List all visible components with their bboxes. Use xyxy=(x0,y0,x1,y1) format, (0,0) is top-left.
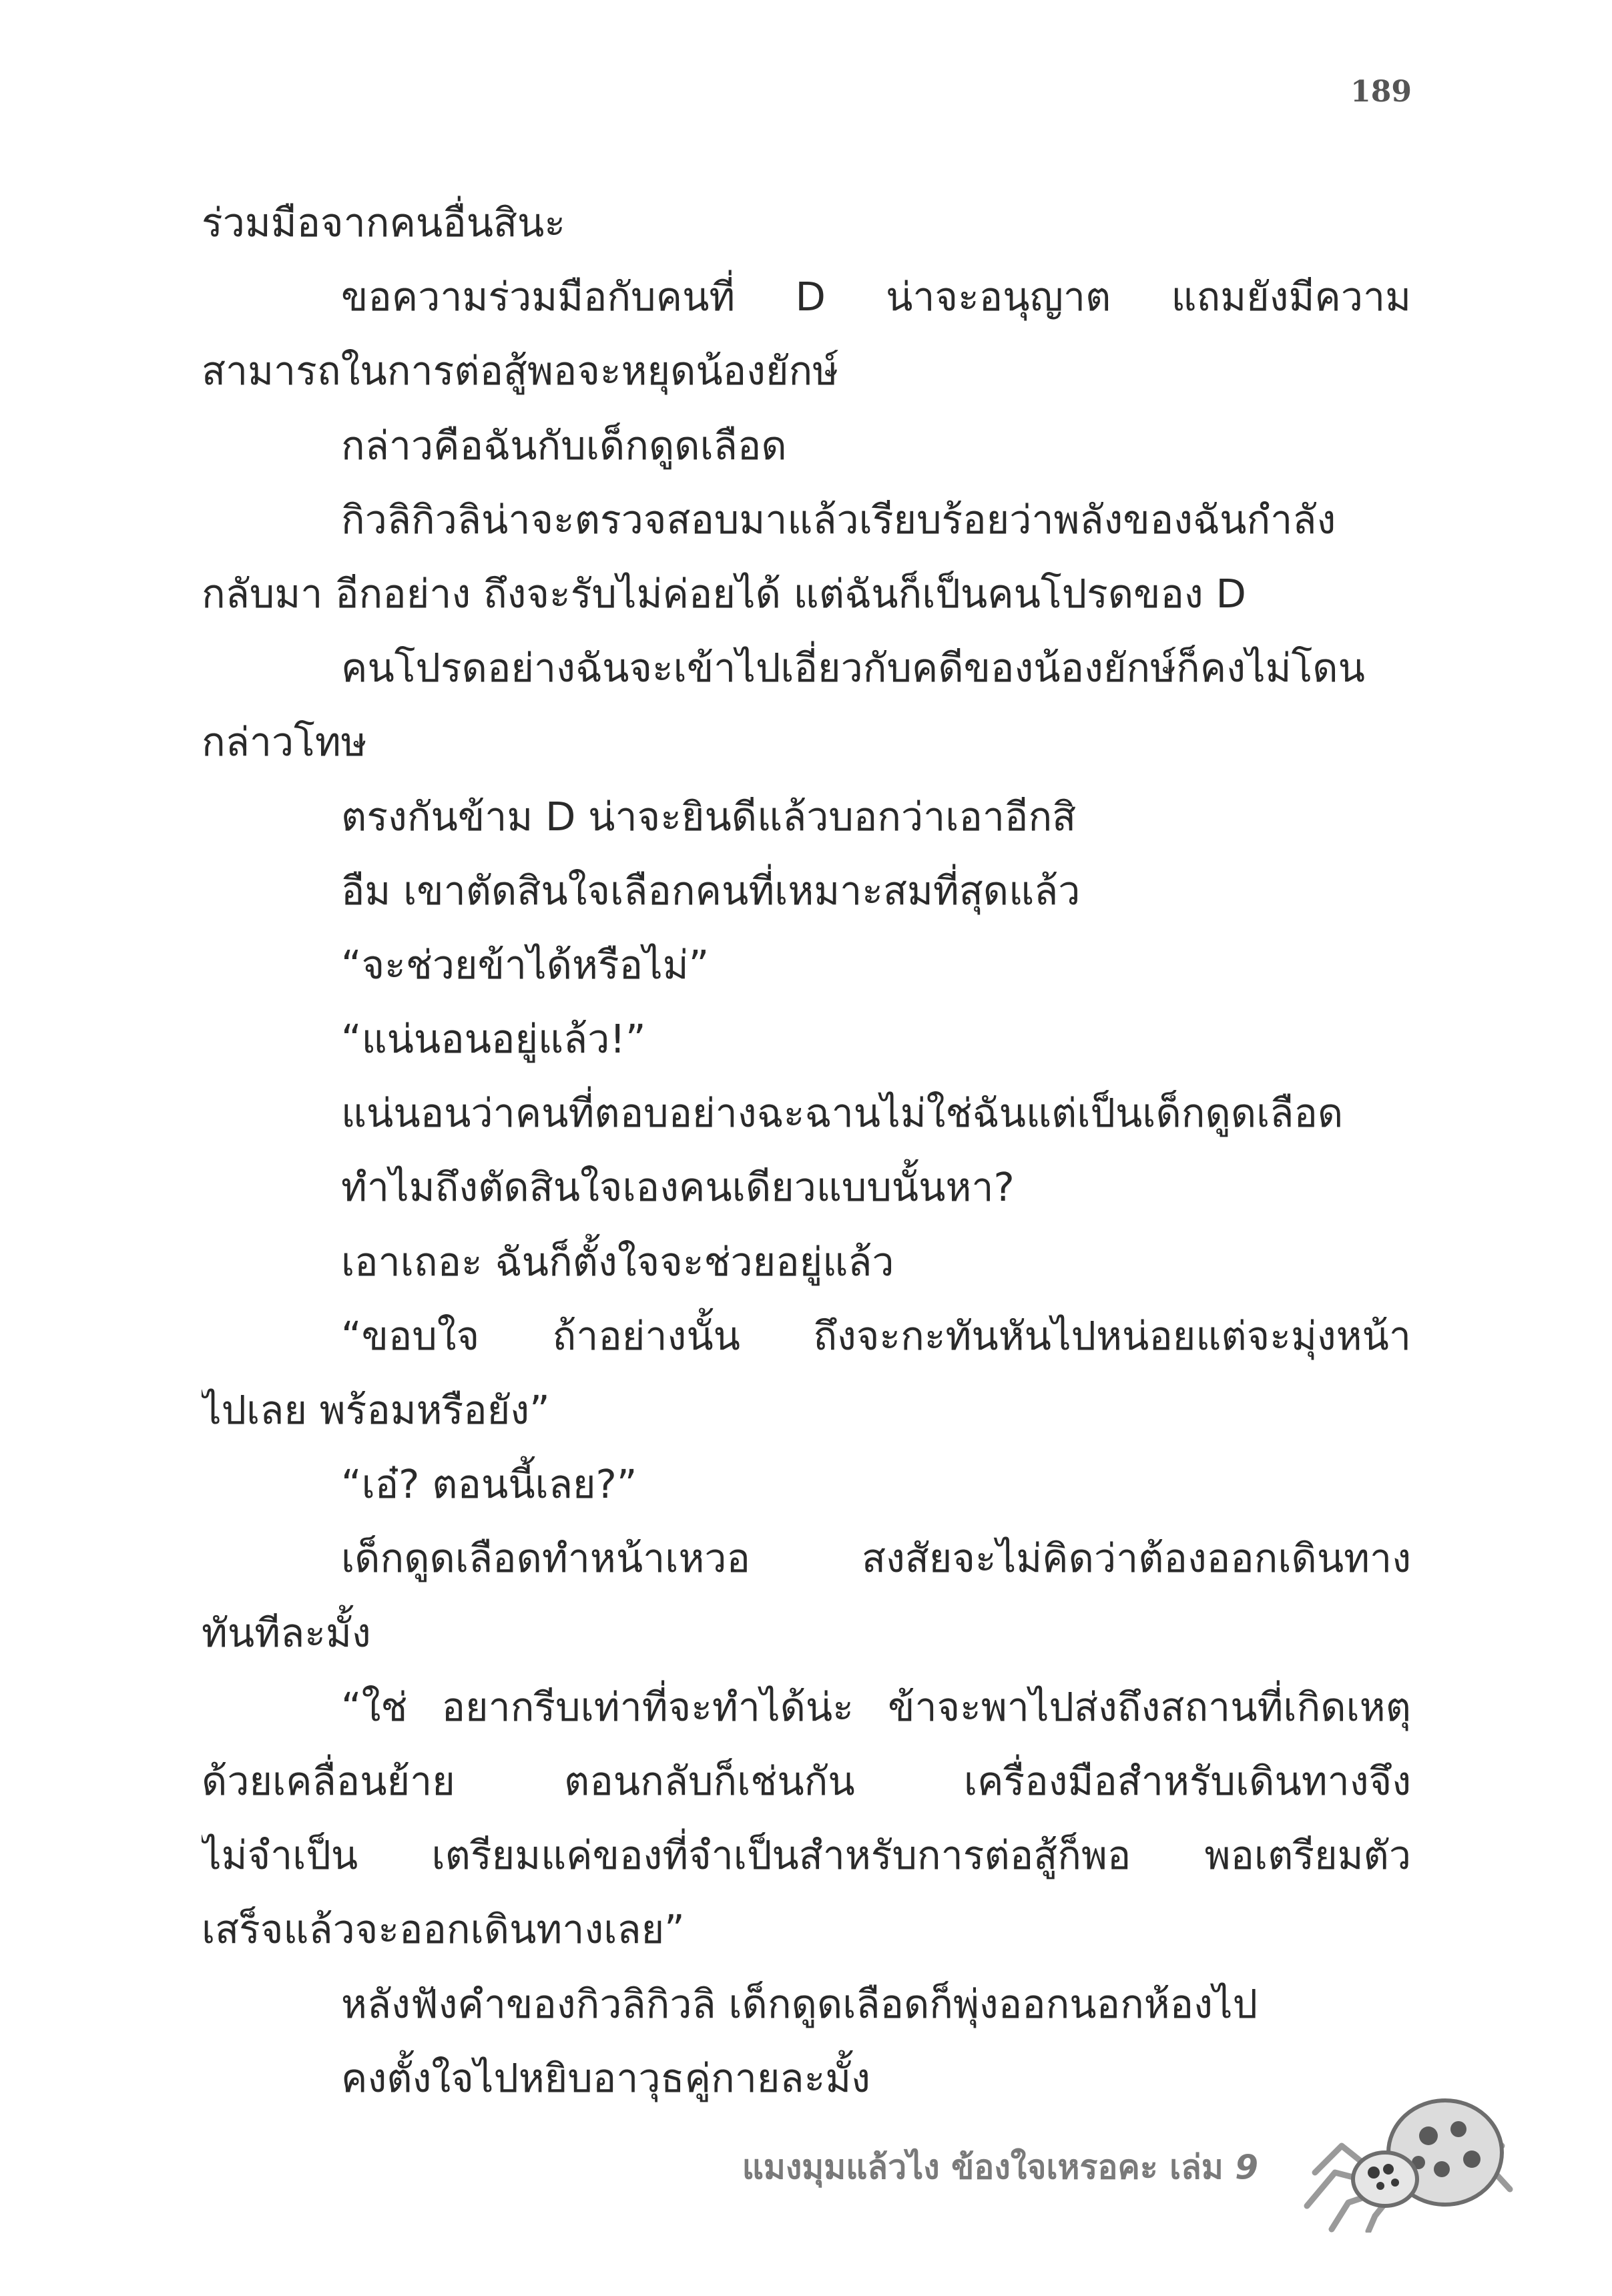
text-line: กลับมา อีกอย่าง ถึงจะรับไม่ค่อยได้ แต่ฉันก็เป็นคนโปรดของ D xyxy=(202,570,1246,617)
page-number: 189 xyxy=(1350,75,1412,109)
text-line: เอาเถอะ ฉันก็ตั้งใจจะช่วยอยู่แล้ว xyxy=(341,1238,894,1285)
spider-mascot-icon xyxy=(1295,2072,1515,2233)
text-line: แน่นอนว่าคนที่ตอบอย่างฉะฉานไม่ใช่ฉันแต่เป็นเด็กดูดเลือด xyxy=(341,1090,1344,1137)
text-line: กล่าวโทษ xyxy=(202,719,367,766)
text-line: คนโปรดอย่างฉันจะเข้าไปเอี่ยวกับคดีของน้องยักษ์ก็คงไม่โดน xyxy=(341,645,1365,691)
text-line: ทำไมถึงตัดสินใจเองคนเดียวแบบนั้นหา? xyxy=(341,1164,1015,1211)
text-line: ร่วมมือจากคนอื่นสินะ xyxy=(202,200,566,246)
text-line: ด้วยเคลื่อนย้าย ตอนกลับก็เช่นกัน เครื่องมือสำหรับเดินทางจึง xyxy=(202,1757,1411,1804)
text-line: ทันทีละมั้ง xyxy=(202,1609,371,1656)
text-line: ขอความร่วมมือกับคนที่ D น่าจะอนุญาต แถมยังมีความ xyxy=(341,274,1411,320)
body-text xyxy=(202,186,1411,2115)
text-line: อืม เขาตัดสินใจเลือกคนที่เหมาะสมที่สุดแล้ว xyxy=(341,867,1081,914)
text-line: คงตั้งใจไปหยิบอาวุธคู่กายละมั้ง xyxy=(341,2054,870,2101)
text-line: สามารถในการต่อสู้พอจะหยุดน้องยักษ์ xyxy=(202,348,839,394)
footer-book-title xyxy=(742,2141,1258,2194)
text-line: กิวลิกิวลิน่าจะตรวจสอบมาแล้วเรียบร้อยว่าพลังของฉันกำลัง xyxy=(341,496,1336,543)
text-line: “เอ๋? ตอนนี้เลย?” xyxy=(341,1461,637,1508)
text-line: หลังฟังคำของกิวลิกิวลิ เด็กดูดเลือดก็พุ่งออกนอกห้องไป xyxy=(341,1980,1258,2027)
text-line: “ขอบใจ ถ้าอย่างนั้น ถึงจะกะทันหันไปหน่อยแต่จะมุ่งหน้า xyxy=(341,1312,1411,1359)
text-line: “จะช่วยข้าได้หรือไม่” xyxy=(341,941,710,988)
text-line: กล่าวคือฉันกับเด็กดูดเลือด xyxy=(341,422,787,469)
text-line: เสร็จแล้วจะออกเดินทางเลย” xyxy=(202,1906,685,1953)
text-line: ตรงกันข้าม D น่าจะยินดีแล้วบอกว่าเอาอีกสิ xyxy=(341,793,1077,840)
text-line: ไม่จำเป็น เตรียมแค่ของที่จำเป็นสำหรับการต่อสู้ก็พอ พอเตรียมตัว xyxy=(202,1832,1411,1879)
text-line: เด็กดูดเลือดทำหน้าเหวอ สงสัยจะไม่คิดว่าต้องออกเดินทาง xyxy=(341,1535,1411,1582)
text-line: ไปเลย พร้อมหรือยัง” xyxy=(202,1387,550,1433)
footer-title-text: แมงมุมแล้วไง ข้องใจเหรอคะ เล่ม xyxy=(742,2148,1224,2187)
footer-volume-number: 9 xyxy=(1235,2148,1258,2187)
text-line: “ใช่ อยากรีบเท่าที่จะทำได้น่ะ ข้าจะพาไปส่งถึงสถานที่เกิดเหตุ xyxy=(341,1683,1411,1730)
text-line: “แน่นอนอยู่แล้ว!” xyxy=(341,1016,646,1063)
